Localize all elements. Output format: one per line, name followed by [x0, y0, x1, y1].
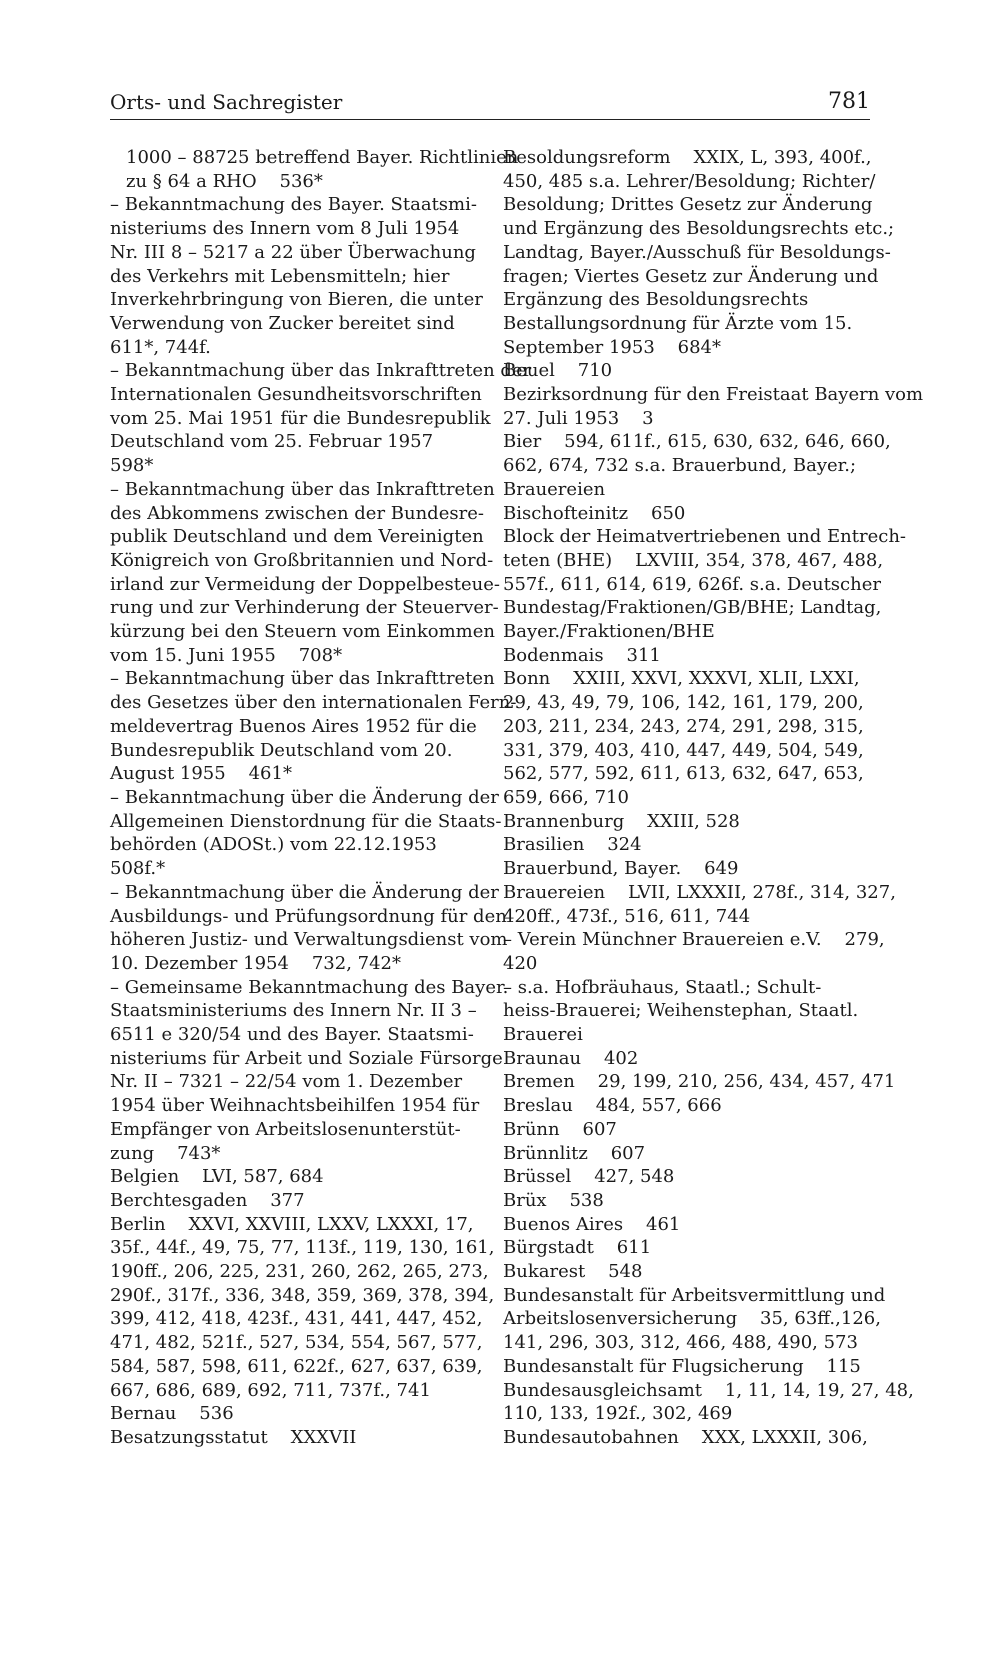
index-line: 562, 577, 592, 611, 613, 632, 647, 653,: [503, 763, 864, 785]
index-line: Brauereien LVII, LXXXII, 278f., 314, 327,: [503, 881, 896, 903]
index-line: Bundestag/Fraktionen/GB/BHE; Landtag,: [503, 597, 882, 619]
running-title: Orts- und Sachregister: [110, 90, 343, 114]
index-line: Empfänger von Arbeitslosenunterstüt-: [110, 1118, 461, 1140]
index-line: meldevertrag Buenos Aires 1952 für die: [110, 715, 477, 737]
index-line: Bier 594, 611f., 615, 630, 632, 646, 660,: [503, 431, 891, 453]
index-line: – s.a. Hofbräuhaus, Staatl.; Schult-: [503, 976, 822, 998]
index-entry: [503, 1142, 878, 1166]
index-line: 611*, 744f.: [110, 336, 211, 358]
index-line: Brauerbund, Bayer. 649: [503, 858, 739, 880]
index-line: Bonn XXIII, XXVI, XXXVI, XLII, LXXI,: [503, 668, 860, 690]
index-subentry: [503, 928, 885, 975]
index-line: Allgemeinen Dienstordnung für die Staats-: [110, 810, 502, 832]
index-line: Brauereien: [503, 478, 606, 500]
index-line: Brannenburg XXIII, 528: [503, 810, 740, 832]
index-entry: [503, 881, 896, 928]
index-line: Bayer./Fraktionen/BHE: [503, 621, 715, 643]
index-line: 6511 e 320/54 und des Bayer. Staatsmi-: [110, 1024, 474, 1046]
index-line: Besatzungsstatut XXXVII: [110, 1426, 357, 1448]
index-line: Bezirksordnung für den Freistaat Bayern vom: [503, 384, 924, 406]
index-entry: [503, 1189, 878, 1213]
index-line: 420: [503, 952, 538, 974]
index-entry: [503, 1236, 878, 1260]
index-line: vom 15. Juni 1955 708*: [110, 644, 343, 666]
index-line: Brüx 538: [503, 1189, 604, 1211]
index-line: 331, 379, 403, 410, 447, 449, 504, 549,: [503, 739, 864, 761]
index-line: Brünn 607: [503, 1118, 617, 1140]
index-line: des Abkommens zwischen der Bundesre-: [110, 502, 484, 524]
index-line: Deutschland vom 25. Februar 1957: [110, 431, 434, 453]
index-line: Bestallungsordnung für Ärzte vom 15.: [503, 312, 853, 334]
index-subentry: [110, 667, 517, 786]
index-line: Verwendung von Zucker bereitet sind: [110, 312, 455, 334]
index-line: 27. Juli 1953 3: [503, 407, 654, 429]
index-entry: [503, 857, 878, 881]
index-line: 110, 133, 192f., 302, 469: [503, 1403, 733, 1425]
index-line: 471, 482, 521f., 527, 534, 554, 567, 577,: [110, 1332, 483, 1354]
index-line: Königreich von Großbritannien und Nord-: [110, 549, 494, 571]
index-column-right: [503, 146, 924, 1450]
index-line: Brasilien 324: [503, 834, 642, 856]
index-line: 584, 587, 598, 611, 622f., 627, 637, 639,: [110, 1355, 483, 1377]
index-line: Landtag, Bayer./Ausschuß für Besoldungs-: [503, 241, 891, 263]
index-line: Block der Heimatvertriebenen und Entrech-: [503, 526, 906, 548]
header-rule: [110, 119, 870, 120]
index-line: Bundesanstalt für Flugsicherung 115: [503, 1355, 861, 1377]
running-header: [110, 84, 870, 120]
index-entry: [503, 146, 895, 312]
index-entry: [503, 430, 891, 501]
index-line: Bundesausgleichsamt 1, 11, 14, 19, 27, 48,: [503, 1379, 914, 1401]
index-line: Braunau 402: [503, 1047, 639, 1069]
index-line: Bukarest 548: [503, 1261, 643, 1283]
index-entry: [503, 525, 906, 644]
index-subentry: [110, 478, 500, 668]
index-line: August 1955 461*: [110, 763, 292, 785]
index-line: Bundesrepublik Deutschland vom 20.: [110, 739, 453, 761]
index-line: teten (BHE) LXVIII, 354, 378, 467, 488,: [503, 549, 884, 571]
index-line: Breslau 484, 557, 666: [503, 1095, 722, 1117]
index-line: Brünnlitz 607: [503, 1142, 646, 1164]
index-entry: [110, 1402, 485, 1426]
index-line: 420ff., 473f., 516, 611, 744: [503, 905, 751, 927]
index-entry: [503, 1070, 896, 1094]
index-entry: [503, 1260, 878, 1284]
index-line: Brüssel 427, 548: [503, 1166, 675, 1188]
index-line: Ergänzung des Besoldungsrechts: [503, 289, 809, 311]
index-entry: [503, 1118, 878, 1142]
index-line: Bischofteinitz 650: [503, 502, 686, 524]
index-entry: [503, 1379, 914, 1426]
index-line: 667, 686, 689, 692, 711, 737f., 741: [110, 1379, 431, 1401]
index-entry: [503, 383, 924, 430]
index-line: nisteriums für Arbeit und Soziale Fürsorge: [110, 1047, 503, 1069]
index-line: des Verkehrs mit Lebensmitteln; hier: [110, 265, 450, 287]
index-line: Bodenmais 311: [503, 644, 661, 666]
index-line: 10. Dezember 1954 732, 742*: [110, 952, 401, 974]
index-entry: [503, 833, 878, 857]
index-line: behörden (ADOSt.) vom 22.12.1953: [110, 834, 437, 856]
index-line: Berlin XXVI, XXVIII, LXXV, LXXXI, 17,: [110, 1213, 474, 1235]
index-line: Berchtesgaden 377: [110, 1189, 305, 1211]
index-line: kürzung bei den Steuern vom Einkommen: [110, 621, 495, 643]
index-line: Nr. II – 7321 – 22/54 vom 1. Dezember: [110, 1071, 463, 1093]
index-line: rung und zur Verhinderung der Steuerver-: [110, 597, 499, 619]
index-line: und Ergänzung des Besoldungsrechts etc.;: [503, 218, 895, 240]
index-line: zung 743*: [110, 1142, 221, 1164]
index-entry: [503, 644, 878, 668]
index-line: Bundesautobahnen XXX, LXXXII, 306,: [503, 1426, 868, 1448]
index-entry: [110, 146, 519, 193]
index-line: 557f., 611, 614, 619, 626f. s.a. Deutscher: [503, 573, 881, 595]
index-line: 598*: [110, 455, 154, 477]
index-line: 290f., 317f., 336, 348, 359, 369, 378, 394,: [110, 1284, 495, 1306]
index-line: Internationalen Gesundheitsvorschriften: [110, 384, 482, 406]
index-line: Ausbildungs- und Prüfungsordnung für den: [110, 905, 507, 927]
index-line: publik Deutschland und dem Vereinigten: [110, 526, 484, 548]
index-entry: [110, 1165, 485, 1189]
index-line: Buenos Aires 461: [503, 1213, 681, 1235]
index-line: Bremen 29, 199, 210, 256, 434, 457, 471: [503, 1071, 896, 1093]
index-line: Bernau 536: [110, 1403, 234, 1425]
index-line: 508f.*: [110, 858, 166, 880]
index-entry: [503, 667, 878, 809]
index-entry: [503, 502, 878, 526]
page-number: 781: [828, 89, 870, 114]
index-line: Staatsministeriums des Innern Nr. II 3 –: [110, 1000, 477, 1022]
index-entry: [110, 1426, 485, 1450]
index-line: 1000 – 88725 betreffend Bayer. Richtlinien: [126, 147, 519, 168]
index-line: 29, 43, 49, 79, 106, 142, 161, 179, 200,: [503, 692, 864, 714]
index-line: 141, 296, 303, 312, 466, 488, 490, 573: [503, 1332, 858, 1354]
index-line: 35f., 44f., 49, 75, 77, 113f., 119, 130, 161,: [110, 1237, 495, 1259]
index-line: 1954 über Weihnachtsbeihilfen 1954 für: [110, 1095, 480, 1117]
index-line: – Bekanntmachung des Bayer. Staatsmi-: [110, 194, 477, 216]
index-line: 190ff., 206, 225, 231, 260, 262, 265, 273,: [110, 1261, 489, 1283]
index-line: – Bekanntmachung über die Änderung der: [110, 881, 499, 903]
index-line: Brauerei: [503, 1024, 583, 1046]
index-line: irland zur Vermeidung der Doppelbesteue-: [110, 573, 500, 595]
index-entry: [110, 1213, 495, 1403]
index-line: zu § 64 a RHO 536*: [126, 170, 323, 192]
index-line: fragen; Viertes Gesetz zur Änderung und: [503, 265, 879, 287]
index-line: Nr. III 8 – 5217 a 22 über Überwachung: [110, 241, 476, 263]
index-line: 399, 412, 418, 423f., 431, 441, 447, 452,: [110, 1308, 483, 1330]
index-line: heiss-Brauerei; Weihenstephan, Staatl.: [503, 1000, 859, 1022]
index-entry: [503, 1165, 878, 1189]
index-line: – Verein Münchner Brauereien e.V. 279,: [503, 929, 885, 951]
index-line: 450, 485 s.a. Lehrer/Besoldung; Richter/: [503, 170, 876, 192]
index-line: Beuel 710: [503, 360, 613, 382]
index-line: des Gesetzes über den internationalen Fern-: [110, 692, 517, 714]
index-entry: [503, 810, 878, 834]
index-entry: [503, 1094, 878, 1118]
index-line: Bürgstadt 611: [503, 1237, 652, 1259]
index-line: höheren Justiz- und Verwaltungsdienst vom: [110, 929, 508, 951]
index-subentry: [110, 881, 508, 976]
index-line: – Gemeinsame Bekanntmachung des Bayer.: [110, 976, 509, 998]
index-entry: [503, 1047, 878, 1071]
index-entry: [110, 1189, 485, 1213]
index-line: – Bekanntmachung über die Änderung der: [110, 786, 499, 808]
index-entry: [503, 312, 878, 359]
index-line: Besoldungsreform XXIX, L, 393, 400f.,: [503, 147, 872, 168]
index-line: Besoldung; Drittes Gesetz zur Änderung: [503, 194, 873, 216]
index-line: 203, 211, 234, 243, 274, 291, 298, 315,: [503, 715, 864, 737]
index-subentry: [110, 193, 485, 359]
index-entry: [503, 1213, 878, 1237]
index-subentry: [110, 976, 509, 1166]
index-subentry: [110, 786, 502, 881]
index-line: nisteriums des Innern vom 8 Juli 1954: [110, 218, 460, 240]
index-entry: [503, 359, 878, 383]
index-subentry: [503, 976, 878, 1047]
index-line: – Bekanntmachung über das Inkrafttreten der: [110, 360, 532, 382]
index-line: September 1953 684*: [503, 336, 722, 358]
index-line: Belgien LVI, 587, 684: [110, 1166, 324, 1188]
index-line: vom 25. Mai 1951 für die Bundesrepublik: [110, 407, 491, 429]
index-line: Arbeitslosenversicherung 35, 63ff.,126,: [503, 1308, 881, 1330]
index-line: Inverkehrbringung von Bieren, die unter: [110, 289, 483, 311]
index-entry: [503, 1426, 878, 1450]
index-entry: [503, 1284, 886, 1355]
index-subentry: [110, 359, 532, 478]
index-line: – Bekanntmachung über das Inkrafttreten: [110, 478, 495, 500]
index-line: 659, 666, 710: [503, 786, 629, 808]
index-line: Bundesanstalt für Arbeitsvermittlung und: [503, 1284, 886, 1306]
index-entry: [503, 1355, 878, 1379]
index-line: – Bekanntmachung über das Inkrafttreten: [110, 668, 495, 690]
index-line: 662, 674, 732 s.a. Brauerbund, Bayer.;: [503, 455, 857, 477]
